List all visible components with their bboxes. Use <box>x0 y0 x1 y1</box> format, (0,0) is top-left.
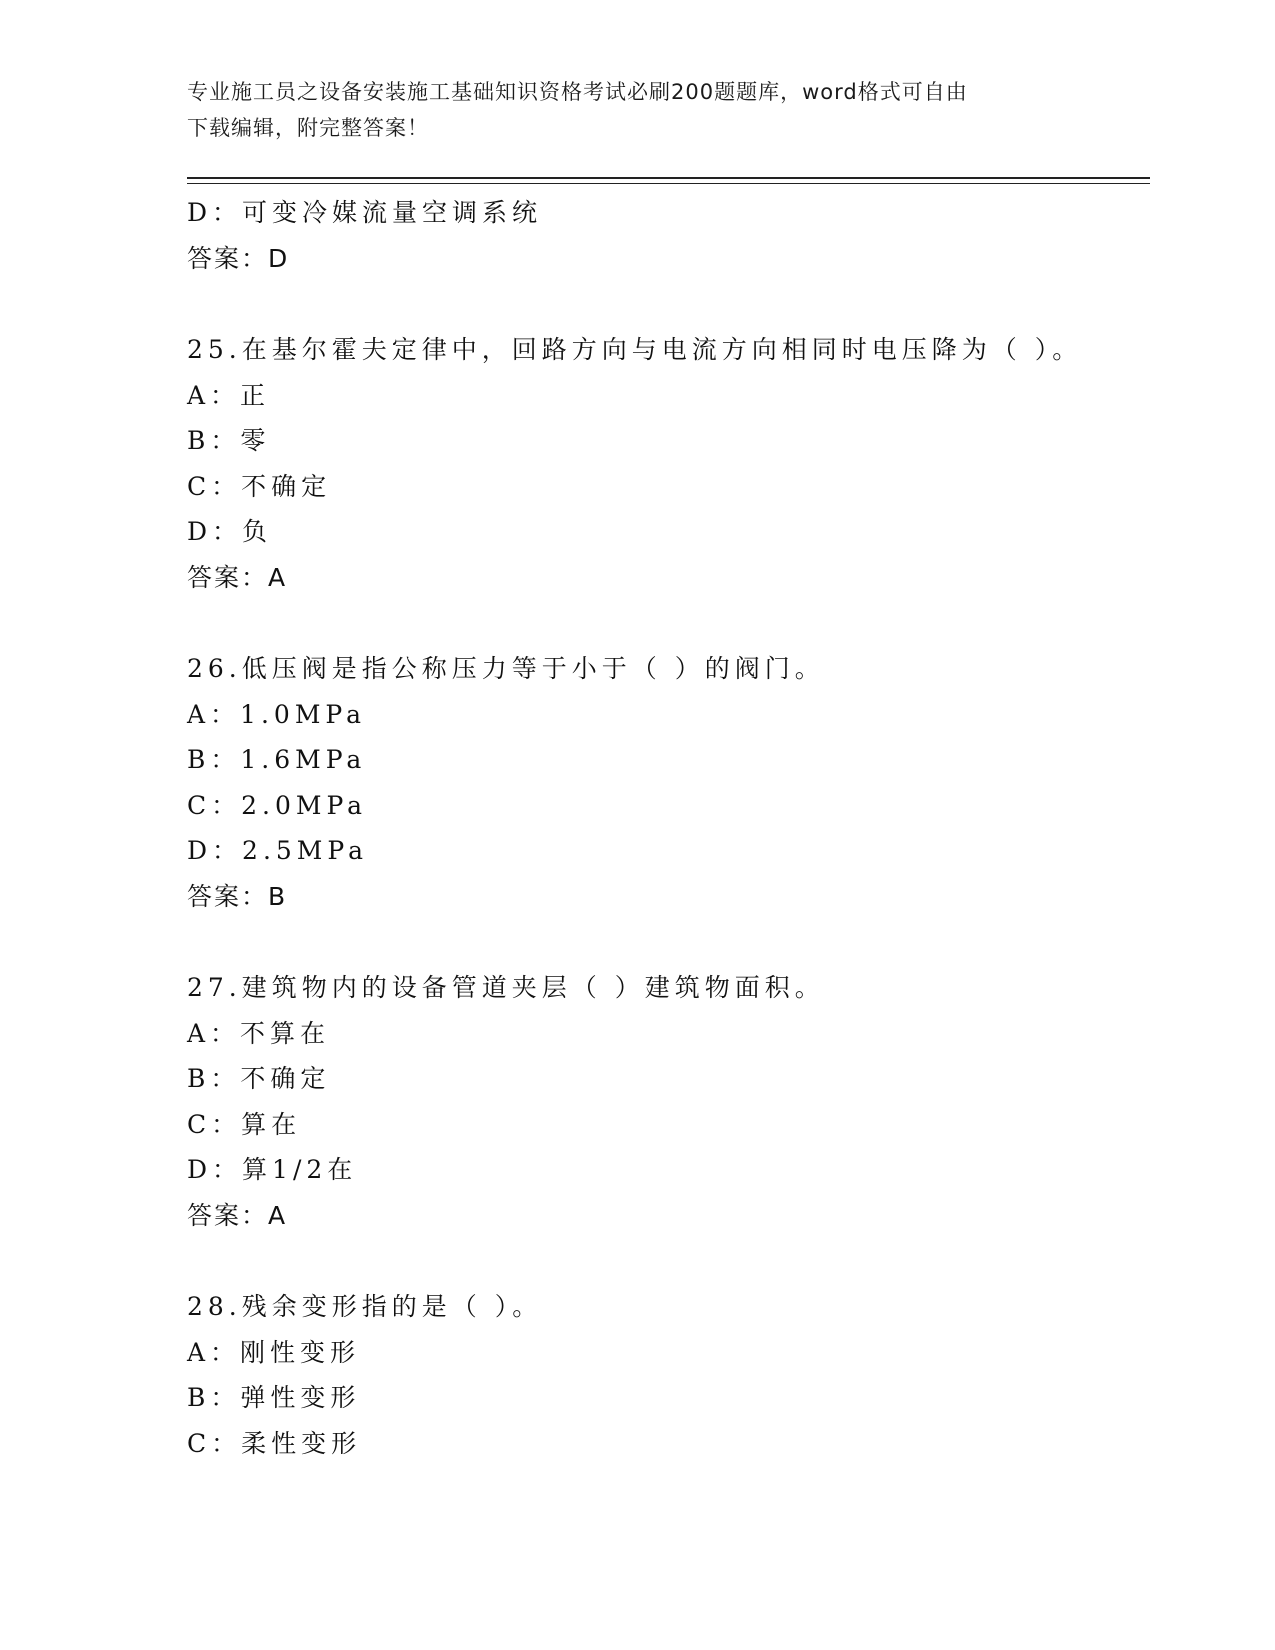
option-a: A：1.0MPa <box>187 699 367 729</box>
option-c: C：柔性变形 <box>187 1428 362 1458</box>
option-b: B：不确定 <box>187 1064 331 1093</box>
option-c: C：算在 <box>187 1109 302 1139</box>
document-header <box>187 74 1087 146</box>
question-stem: 26.低压阀是指公称压力等于小于（ ）的阀门。 <box>187 654 825 683</box>
header-line-2: 下载编辑，附完整答案！ <box>187 116 429 140</box>
answer-line: 答案：D <box>187 243 290 273</box>
option-b: B：零 <box>187 426 271 455</box>
question-28 <box>187 1284 1150 1466</box>
option-d: D：负 <box>187 517 273 546</box>
option-a: A：正 <box>187 380 271 410</box>
option-a: A：刚性变形 <box>187 1337 361 1367</box>
spacer <box>187 919 1150 965</box>
answer-line: 答案：B <box>187 881 288 911</box>
question-25 <box>187 327 1150 600</box>
question-list <box>187 190 1150 1466</box>
option-b: B：1.6MPa <box>187 745 367 774</box>
header-line-1: 专业施工员之设备安装施工基础知识资格考试必刷200题题库，word格式可自由 <box>187 80 968 104</box>
option-d: D：可变冷媒流量空调系统 <box>187 198 543 227</box>
header-rule-thin <box>187 183 1150 184</box>
option-d: D：算1/2在 <box>187 1155 358 1184</box>
question-24-tail <box>187 190 1150 281</box>
question-27 <box>187 965 1150 1238</box>
question-stem: 27.建筑物内的设备管道夹层（ ）建筑物面积。 <box>187 973 825 1002</box>
spacer <box>187 281 1150 327</box>
question-26 <box>187 646 1150 919</box>
answer-line: 答案：A <box>187 562 288 592</box>
answer-line: 答案：A <box>187 1200 288 1230</box>
header-rule-thick <box>187 177 1150 179</box>
option-b: B：弹性变形 <box>187 1383 361 1412</box>
option-c: C：不确定 <box>187 471 332 501</box>
option-a: A：不算在 <box>187 1018 331 1048</box>
spacer <box>187 1238 1150 1284</box>
question-stem: 28.残余变形指的是（ ）。 <box>187 1292 543 1321</box>
question-stem: 25.在基尔霍夫定律中，回路方向与电流方向相同时电压降为（ ）。 <box>187 335 1083 364</box>
option-d: D：2.5MPa <box>187 836 369 865</box>
option-c: C：2.0MPa <box>187 790 368 820</box>
spacer <box>187 600 1150 646</box>
